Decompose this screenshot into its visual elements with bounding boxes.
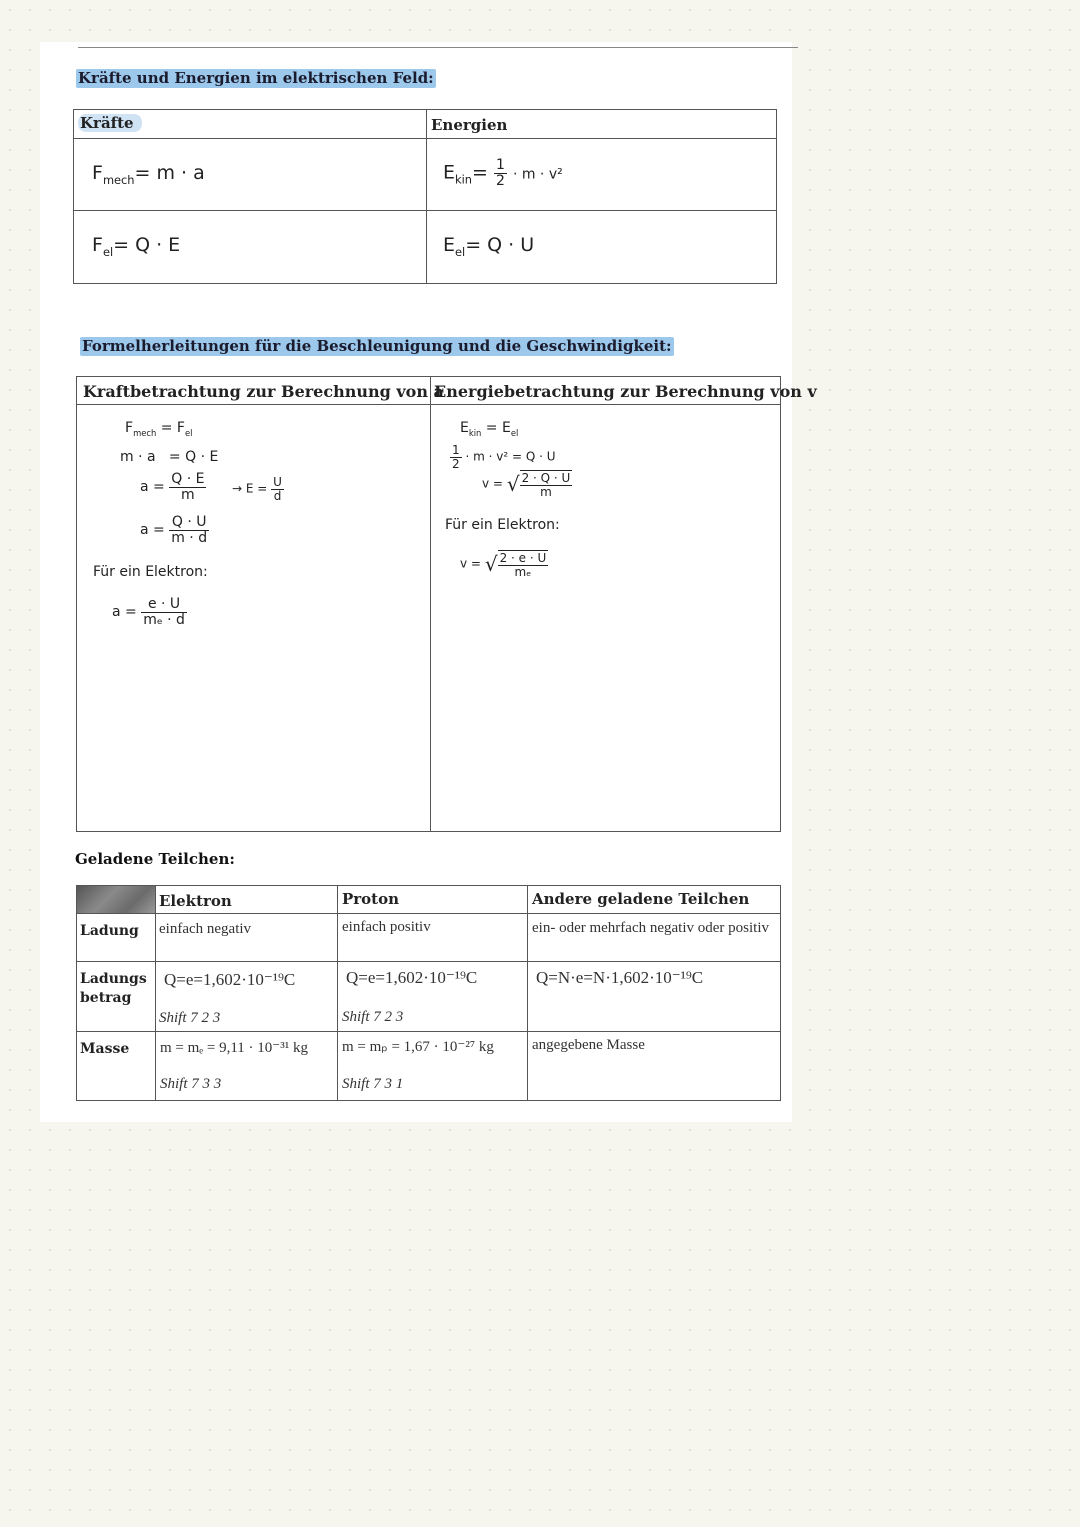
energy-step-3: v = √ $\frac{2 \cdot Q \cdot U}{m}$	[482, 471, 571, 499]
cell-proton-charge-amount: Q=e=1,602·10⁻¹⁹C	[346, 968, 478, 987]
col-header-other: Andere geladene Teilchen	[532, 890, 750, 908]
force-step-3: a = $\frac{Q \cdot E}{m}$	[140, 471, 205, 503]
cell-other-charge-amount: Q=N·e=N·1,602·10⁻¹⁹C	[536, 968, 704, 987]
cell-electron-charge: einfach negativ	[159, 921, 252, 937]
row-label-mass: Masse	[80, 1041, 130, 1057]
table3-rule-3	[76, 1031, 780, 1032]
force-step-1: $F_{mech} = F_{el}$	[125, 420, 193, 438]
table3-divider-3	[527, 885, 528, 1100]
section-heading-forces-energies: Kräfte und Energien im elektrischen Feld:	[78, 69, 434, 87]
table3-rule-2	[76, 961, 780, 962]
formula-e-el: $E_{el}= Q \cdot U$	[443, 234, 535, 259]
shift-electron-mass: Shift 7 3 3	[160, 1076, 222, 1092]
shift-proton-charge: Shift 7 2 3	[342, 1009, 404, 1025]
table1-divider	[426, 109, 427, 283]
field-strength-note: → E = $\frac{U}{d}$	[232, 475, 282, 503]
top-rule	[78, 47, 798, 48]
table2-header-rule	[76, 404, 780, 405]
force-step-2: m · a = Q · E	[120, 449, 219, 465]
col-header-energies: Energien	[431, 116, 508, 134]
table2-divider	[430, 376, 431, 831]
corner-shaded-cell	[77, 886, 155, 913]
cell-other-mass: angegebene Masse	[532, 1037, 645, 1053]
energy-electron-label: Für ein Elektron:	[445, 517, 560, 533]
col-header-proton: Proton	[342, 890, 400, 908]
row-label-charge: Ladung	[80, 923, 139, 939]
shift-proton-mass: Shift 7 3 1	[342, 1076, 404, 1092]
cell-other-charge: ein- oder mehrfach negativ oder positiv	[532, 920, 769, 936]
cell-proton-mass: m = mₚ = 1,67 · 10⁻²⁷ kg	[342, 1039, 494, 1055]
table1-header-rule	[73, 138, 776, 139]
energy-step-1: $E_{kin} = E_{el}$	[460, 420, 519, 438]
cell-proton-charge: einfach positiv	[342, 919, 431, 935]
energy-step-2: $\frac{1}{2}$ · m · v² = Q · U	[452, 443, 556, 471]
col-header-energy-approach: Energiebetrachtung zur Berechnung von v	[434, 382, 817, 401]
force-step-5: a = $\frac{e \cdot U}{\text{mₑ · d}}$	[112, 596, 185, 628]
table3-rule-1	[76, 913, 780, 914]
row-label-charge-amount: Ladungs betrag	[80, 971, 147, 1006]
formula-e-kin: $E_{kin}=$ $\frac{1}{2}$ · m · v²	[443, 157, 563, 189]
worksheet-page	[40, 42, 817, 1122]
col-header-electron: Elektron	[159, 892, 232, 910]
force-step-4: a = $\frac{Q \cdot U}{m \cdot d}$	[140, 514, 208, 546]
formula-f-mech: $F_{mech}= m \cdot a$	[92, 162, 205, 187]
table3-divider-1	[155, 885, 156, 1100]
shift-electron-charge: Shift 7 2 3	[159, 1010, 221, 1026]
section-heading-charged-particles: Geladene Teilchen:	[75, 850, 235, 868]
col-header-force-approach: Kraftbetrachtung zur Berechnung von a	[83, 382, 444, 401]
table1-row-rule	[73, 210, 776, 211]
force-electron-label: Für ein Elektron:	[93, 564, 208, 580]
col-header-forces: Kräfte	[78, 114, 142, 132]
table3-divider-2	[337, 885, 338, 1100]
cell-electron-charge-amount: Q=e=1,602·10⁻¹⁹C	[164, 970, 296, 989]
charged-particles-table	[76, 885, 781, 1101]
section-heading-derivations: Formelherleitungen für die Beschleunigung und die Geschwindigkeit:	[82, 337, 672, 355]
energy-step-4: v = √ $\frac{2 \cdot e \cdot U}{\text{mₑ}}$	[460, 551, 547, 579]
formula-f-el: $F_{el}= Q \cdot E$	[92, 234, 181, 259]
cell-electron-mass: m = mₑ = 9,11 · 10⁻³¹ kg	[160, 1040, 308, 1056]
